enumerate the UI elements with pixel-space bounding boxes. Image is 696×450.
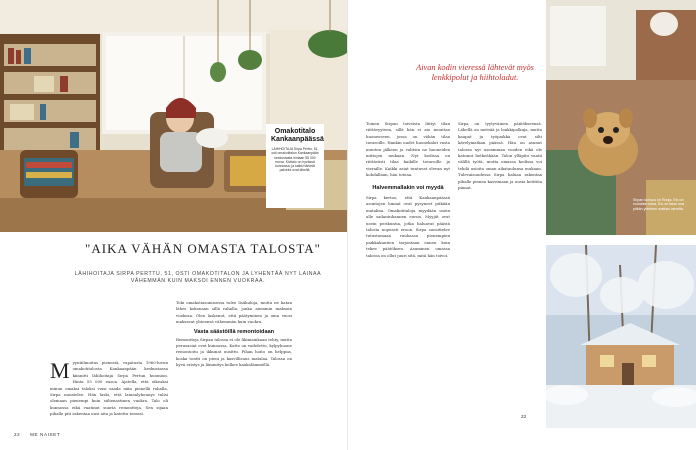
info-box-text: LÄHIHOITAJA Sirpa Perttu, 51, osti omakotitalon Kankaanpään keskustasta hintaan 55 000 euroa. Kivitalo on hyvässä kunnossa, ja kaikki tärkeät palvelut ovat lähellä.	[271, 147, 319, 173]
dog-photo-caption: Sirpan koiruus on Ronja. Elo on ruokaisin koira. Elo on talon osa pitkän yhteisen matkan varrelta.	[633, 198, 684, 211]
column-2-text-1: Toki omakotiasumisessa tulee lisäkuluja, mutta ne katan lähes kokonaan sillä rahalla, jonka aiemmin maksoin vuokraa. Olen laskenut, että päätyminen ja oma vuosi maksavat yhteensä vähemmän kuin vuokra.	[176, 300, 292, 325]
subhead-selling: Halvemmallakin voi myydä	[372, 185, 444, 191]
magazine-name: ME NAISET	[30, 432, 61, 437]
page-number-right: 23	[521, 414, 527, 419]
info-box	[266, 124, 324, 208]
body-column-3: Toinen Sirpan toiveista liittyi tilan riittävyyteen, sillä hän ei aio muuttaa huoneeseen, jossa on vähän tilaa tavaroille. Hankin uudet huonekalut vasta muuton jälkeen ja valitsin ne huoneiden mittojen mukaan. Nyt kodissa on riittävästi tilaa kaikille tavaroille ja vieraille. Kaikki asiat tuntuvat olevan nyt kohdallaan, hän toteaa.	[366, 121, 450, 178]
body-column-1	[50, 360, 168, 418]
folio-left	[14, 432, 60, 437]
subhead-renovation: Vasta säästöillä remontoidaan	[193, 328, 275, 335]
winter-house-illustration	[546, 245, 696, 428]
column-1-text: yyntiilmoitus pienestä, rapatusta 1960-luvun omakotitalosta Kankaanpään keskustassa kiinnitti lähihoitaja Sirpa Pertun huomion. Hinta 55 000 euroa. Ajatella, että oikeaksi minun omaksi taloksi voisi saada näin pienellä rahalla, Sirpa muistelee. Hän laski, että lainanlyhennys tulisi olemaan pienempi kuin siihenastinen vuokra. Talo oli kunnossa eikä vaatinut suuria remontteja. Sen sijaan pihalle piti rakentaa uusi aita ja katettu terassi.	[50, 360, 168, 417]
drop-cap: M	[50, 358, 70, 383]
winter-house-photo	[546, 245, 696, 428]
article-deck: LÄHIHOITAJA SIRPA PERTTU, 51, OSTI OMAKOTITALON JA LYHENTÄÄ NYT LAINAA VÄHEMMÄN KUIN MAKSOI ENNEN VUOKRAA.	[74, 271, 322, 284]
pull-quote: Aivan kodin vieressä lähtevät myös lenkkipolut ja hiihtoladut.	[416, 63, 534, 82]
page-number-left: 22	[14, 432, 21, 437]
body-column-2	[176, 300, 292, 369]
body-column-5: Sirpa on tyytyväinen päätökseensä. Lähellä on metsää ja lenkkipolkuja, mutta kaupat ja työpaikka ovat silti kävelymatkan päässä. Hän on asunut talossa nyt useamman vuoden eikä ole katunut hetkeäkään. Talon ylläpito vaatii välillä työtä, mutta omassa kodissa voi tehdä asioita oman aikataulunsa mukaan. Tulevaisuudessa Sirpa haluaa rakentaa pihalle pienen kasvimaan ja uusia keittiön pinnat.	[458, 121, 542, 191]
column-2-text-2: Remontteja Sirpan talossa ei ole likimainkaan tehty, mutta perusasiat ovat kunnossa. Katto on vaihdettu, kylpyhuone remontoitu ja ikkunat uusittu. Pihan hoito on helppoa, koska tontti on pieni ja kasvillisuus matalaa. Talossa on hyvä eristys ja lämmitys kulkee kaukolämmöllä.	[176, 336, 292, 368]
article-headline: "AIKA VÄHÄN OMASTA TALOSTA"	[85, 241, 321, 256]
body-column-4: Sirpa kertoo, että Kankaanpäässä asuntojen hinnat ovat pysyneet pitkään matalina. Omakotitaloja myydään usein alle sadantuhannen euron. Myyjät ovat usein perikuntia, jotka haluavat päästä talosta nopeasti eroon. Sirpa suosittelee tutustumaan rauhassa pienempien paikkakuntien tarjontaan ennen kuin tekee päätöksen. Asuminen omassa talossa on ollut juuri sitä, mitä hän toivoi.	[366, 195, 450, 258]
info-box-title: Omakotitalo Kankaanpäässä	[271, 128, 324, 143]
